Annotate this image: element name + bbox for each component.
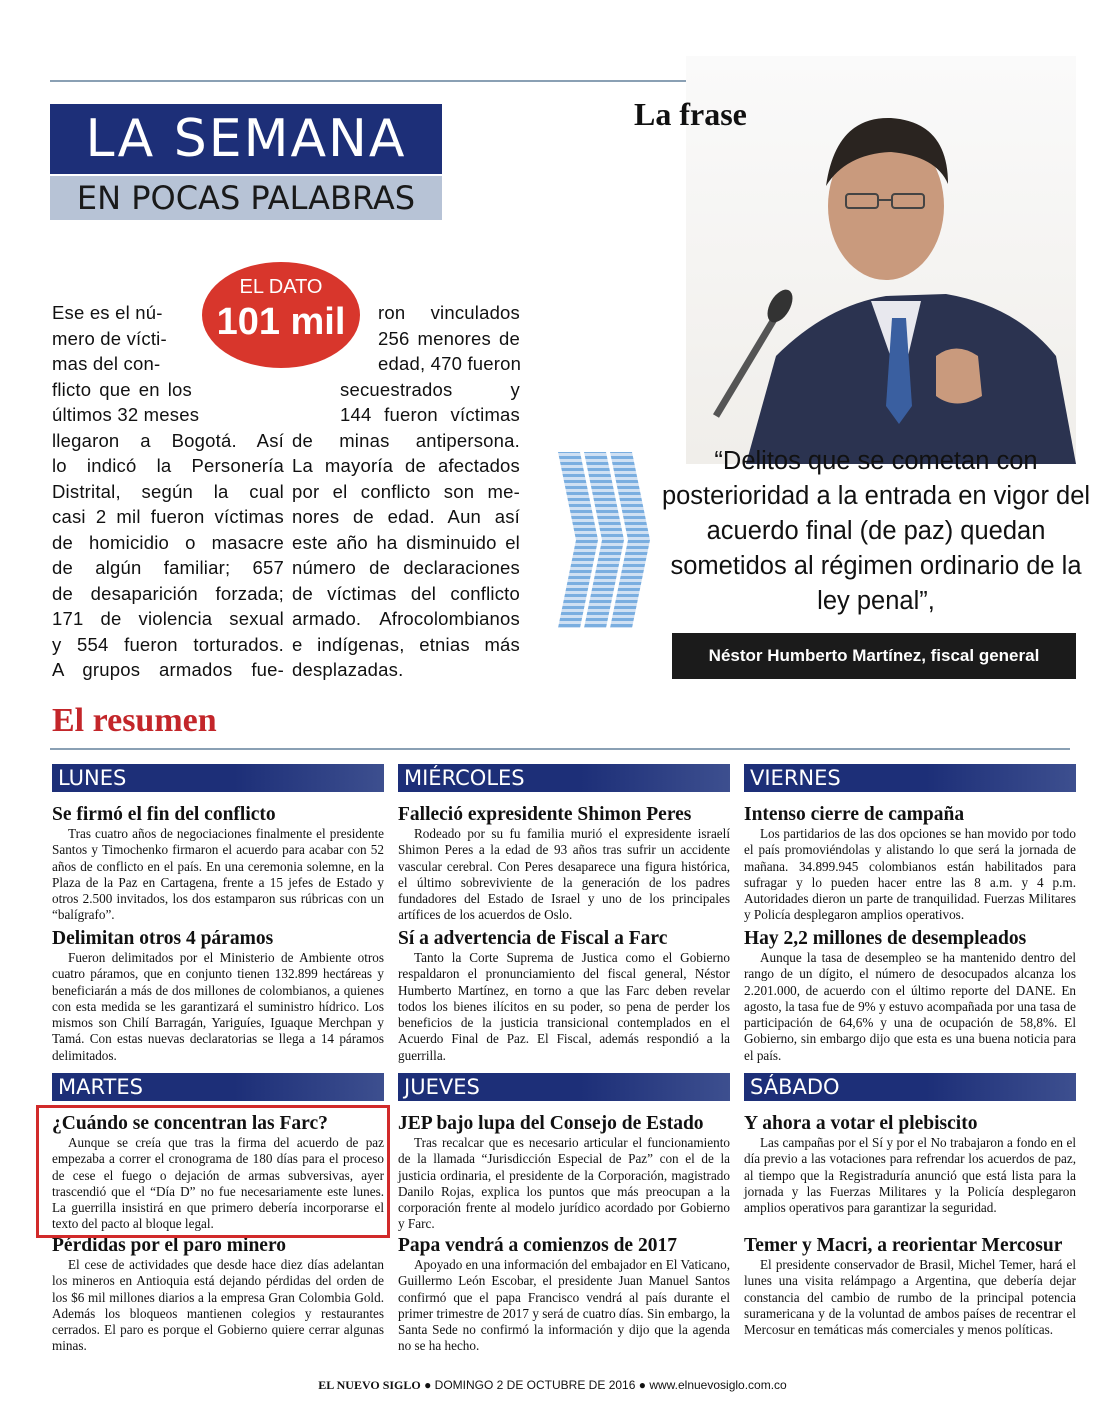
news-story	[744, 1235, 1076, 1338]
quote-text: “Delitos que se cometan con posterioridad a la entrada en vigor del acuerdo final (de paz) quedan sometidos al régimen ordinario de la ley penal”,	[661, 447, 1091, 615]
dato-line: de algún familiar; 657	[52, 557, 284, 578]
dato-line: de homicidio o masacre	[52, 531, 284, 553]
news-story	[52, 804, 384, 924]
news-story	[744, 804, 1076, 924]
story-headline: Intenso cierre de campaña	[744, 804, 965, 825]
dato-line: número de declaraciones	[292, 557, 520, 578]
story-headline: JEP bajo lupa del Consejo de Estado	[398, 1113, 704, 1134]
day-header: VIERNES	[744, 764, 1076, 792]
dato-line: mas del con-	[52, 353, 161, 374]
dato-line: A grupos armados fue-	[52, 659, 284, 680]
section-subtitle: EN POCAS PALABRAS	[50, 176, 442, 220]
dato-line: armado. Afrocolombianos	[292, 608, 520, 629]
dato-line: edad, 470 fueron	[378, 353, 522, 374]
dato-line: Distrital, según la cual	[52, 480, 284, 502]
story-body: Los partidarios de las dos opciones se han movido por todo el país promoviéndolas y alistando lo que será la jornada de mañana. 34.899.945 colombianos están habilitados para sufragar y lo pueden hacer entre las 8 a.m. y 4 p.m. Autoridades dieron un parte de tranquilidad. Fuerzas Militares y Policía desplegaron amplios operativos.	[744, 826, 1076, 923]
story-body: Tanto la Corte Suprema de Justica como el Gobierno respaldaron el pronunciamiento del fiscal general, Néstor Humberto Martínez, en torno a que las Farc deben revelar todos los bienes ilícitos en su poder, so pena de perder los beneficios de la justicia transicional contemplados en el Acuerdo Final de Paz. El Fiscal, además respondió a la guerrilla.	[398, 950, 730, 1063]
dato-value: 101 mil	[216, 301, 346, 343]
dato-badge	[202, 262, 360, 368]
story-body: Fueron delimitados por el Ministerio de Ambiente otros cuatro páramos, que en conjunto tienen 132.899 hectáreas y beneficiarán a más de dos millones de colombianos, a quienes con esta medida se les garantizará el suministro hídrico. Los mismos son Chilí Barragán, Yariguíes, Iguaque Merchpan y Tamá. Con estas nuevas declaratorias se llega a 14 páramos delimitados.	[52, 950, 384, 1063]
footer-paper: EL NUEVO SIGLO	[318, 1378, 421, 1392]
dato-line: 256 menores de	[378, 327, 520, 349]
day-header: MIÉRCOLES	[398, 764, 730, 792]
dato-line: 171 de violencia sexual	[52, 608, 284, 629]
highlight-box	[36, 1105, 390, 1238]
story-headline: Delimitan otros 4 páramos	[52, 928, 274, 949]
story-headline: Hay 2,2 millones de desempleados	[744, 928, 1027, 949]
day-header: SÁBADO	[744, 1073, 1076, 1101]
resumen-title: El resumen	[52, 702, 217, 739]
story-body: Aunque se creía que tras la firma del acuerdo de paz empezaba a correr el cronograma de 180 días para el proceso de cese el fuego o dejación de armas subversivas, ayer trascendió que el “Día D” no fue necesariamente este lunes. La guerrilla insistirá en que primero debería incorporarse el texto del pacto al bloque legal.	[52, 1135, 384, 1232]
dato-line: de desaparición forzada;	[52, 582, 284, 604]
dato-line: este año ha disminuido el	[292, 531, 520, 553]
day-header: JUEVES	[398, 1073, 730, 1101]
story-body: Tras recalcar que es necesario articular el funcionamiento de la llamada “Jurisdicción Especial de Paz” con el de la justicia ordinaria, el presidente de la Corporación, magistrado Danilo Rojas, explica los puntos que más preocupan a la corporación frente al modelo jurídico acordado por Gobierno y Farc.	[398, 1135, 730, 1232]
story-headline: Se firmó el fin del conflicto	[52, 804, 276, 825]
dato-line: nores de edad. Aun así	[292, 506, 520, 527]
story-body: El presidente conservador de Brasil, Michel Temer, hará el lunes una visita relámpago a Argentina, que debería dejar constancia del cambio de rumbo de la principal potencia suramericana y de la voluntad de ambos países de recentrar el Mercosur en temáticas más comerciales y menos políticas.	[744, 1257, 1076, 1338]
story-body: El cese de actividades que desde hace diez días adelantan los mineros en Antioquia está dejando pérdidas del orden de los $6 mil millones diarios a la empresa Gran Colombia Gold. Además los bloqueos mantienen colegios y restaurantes cerrados. El paro es porque el Gobierno quiere cerrar algunas minas.	[52, 1257, 384, 1354]
footer-url: www.elnuevosiglo.com.co	[649, 1378, 787, 1392]
story-headline: Falleció expresidente Shimon Peres	[398, 804, 692, 825]
dato-line: de víctimas del conflicto	[292, 582, 520, 604]
story-headline: ¿Cuándo se concentran las Farc?	[52, 1113, 328, 1134]
section-title: LA SEMANA	[50, 104, 442, 174]
story-body: Apoyado en una información del embajador en El Vaticano, Guillermo León Escobar, el presidente Juan Manuel Santos confirmó que el papa Francisco vendrá al país durante el primer trimestre de 2017 y será de cuatro días. Sin embargo, la Santa Sede no confirmó la información y dijo que la agenda no se ha hecho.	[398, 1257, 730, 1354]
news-story	[52, 1235, 384, 1355]
bullet-icon: ●	[638, 1378, 646, 1392]
dato-line: últimos 32 meses	[52, 404, 200, 425]
news-story	[744, 928, 1076, 1064]
dato-line: llegaron a Bogotá. Así	[52, 429, 284, 451]
story-body: Aunque la tasa de desempleo se ha mantenido dentro del rango de un dígito, el número de desocupados alcanza los 2.201.000, de acuerdo con el último reporte del DANE. En agosto, la tasa fue de 9% y estuvo acompañada por una tasa de participación de 64,6% y una de ocupación de 58,8%. El Gobierno, sin embargo dijo que esta es una buena noticia para el país.	[744, 950, 1076, 1063]
story-headline: Y ahora a votar el plebiscito	[744, 1113, 978, 1134]
chevron-arrows-icon	[556, 450, 652, 630]
dato-line: y 554 fueron torturados.	[52, 633, 284, 655]
dato-line: secuestrados y	[340, 378, 520, 400]
dato-line: por el conflicto son me-	[292, 480, 520, 502]
dato-line: La mayoría de afectados	[292, 455, 520, 476]
quote-author: Néstor Humberto Martínez, fiscal general	[672, 633, 1076, 679]
dato-line: lo indicó la Personería	[52, 455, 284, 476]
bullet-icon: ●	[424, 1378, 432, 1392]
page-footer	[0, 1378, 1105, 1393]
footer-date: DOMINGO 2 DE OCTUBRE DE 2016	[434, 1378, 636, 1392]
dato-line: 144 fueron víctimas	[340, 404, 520, 425]
news-story	[52, 928, 384, 1064]
story-headline: Pérdidas por el paro minero	[52, 1235, 286, 1256]
dato-line: ron vinculados	[378, 302, 520, 323]
frase-title: La frase	[634, 96, 747, 132]
story-body: Tras cuatro años de negociaciones finalmente el presidente Santos y Timochenko firmaron el acuerdo para acabar con 52 años de conflicto en el país. En una ceremonia solemne, en la Plaza de la Paz en Cartagena, frente a 15 jefes de Estado y otros 2.500 invitados, los dos estamparon sus rúbricas con un “balígrafo”.	[52, 826, 384, 923]
dato-line: Ese es el nú-	[52, 302, 163, 323]
dato-line: mero de vícti-	[52, 327, 167, 349]
dato-label: EL DATO	[239, 276, 323, 298]
day-header: MARTES	[52, 1073, 384, 1101]
dato-line: casi 2 mil fueron víctimas	[52, 506, 284, 527]
news-story	[398, 1235, 730, 1355]
news-story	[398, 1113, 730, 1233]
news-story	[744, 1113, 1076, 1216]
story-body: Las campañas por el Sí y por el No trabajaron a fondo en el día previo a las votaciones para refrendar los acuerdos de paz, al tiempo que la Registraduría anunció que está lista para la jornada y las Fuerzas Militares y la Policía desplegaron amplios operativos para garantizar la seguridad.	[744, 1135, 1076, 1216]
dato-line: flicto que en los	[52, 378, 192, 400]
story-headline: Sí a advertencia de Fiscal a Farc	[398, 928, 668, 949]
dato-line: e indígenas, etnias más	[292, 633, 520, 655]
story-headline: Temer y Macri, a reorientar Mercosur	[744, 1235, 1063, 1256]
story-body: Rodeado por su fu familia murió el expresidente israelí Shimon Peres a la edad de 93 años tras sufrir un accidente vascular cerebral. Con Peres desaparece una figura histórica, el último sobreviviente de la generación de los padres fundadores del Estado de Israel y uno de los principales artífices de los acuerdos de Oslo.	[398, 826, 730, 923]
dato-line: desplazadas.	[292, 659, 404, 680]
story-headline: Papa vendrá a comienzos de 2017	[398, 1235, 677, 1256]
dato-line: de minas antipersona.	[292, 429, 520, 451]
day-header: LUNES	[52, 764, 384, 792]
resumen-rule	[50, 748, 1070, 750]
news-story	[398, 928, 730, 1064]
news-story	[398, 804, 730, 924]
